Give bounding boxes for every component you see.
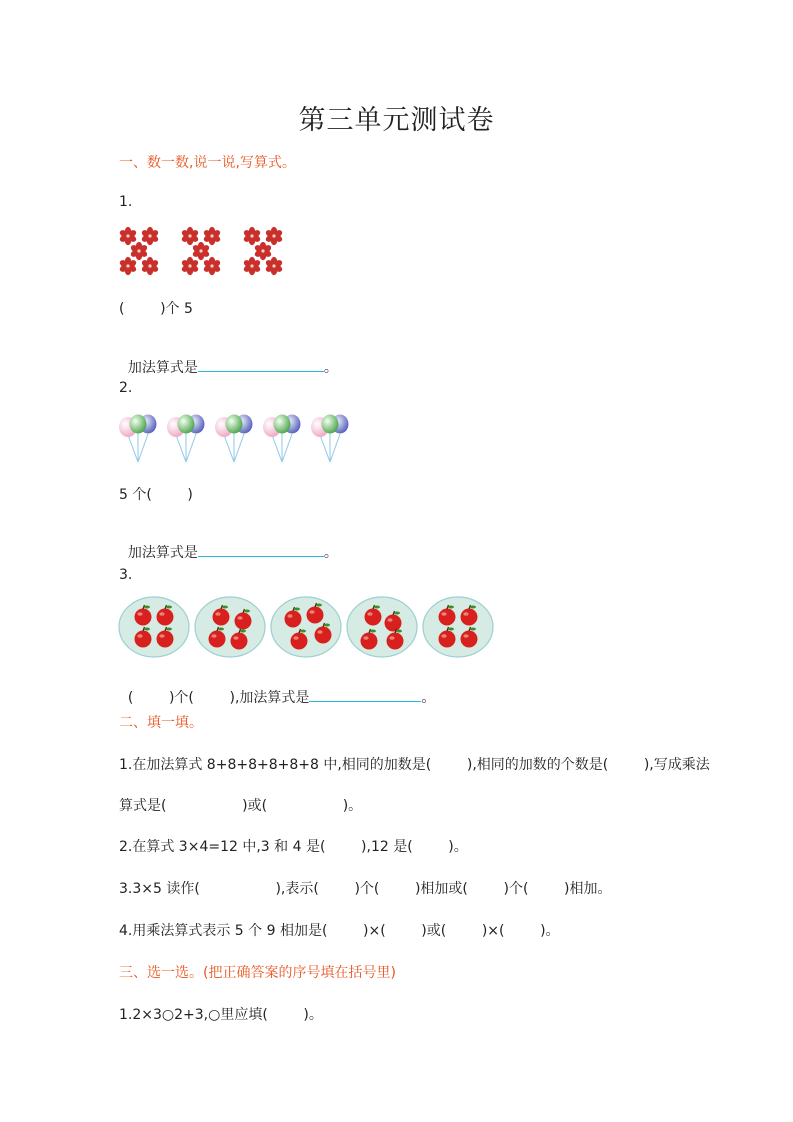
period: 。 — [323, 545, 338, 561]
flower — [203, 257, 222, 275]
period: 。 — [421, 690, 436, 706]
question-1-blank: ( )个 5 — [119, 301, 193, 317]
flower — [181, 227, 200, 245]
flower — [130, 242, 149, 260]
balloon-bunch — [119, 415, 157, 463]
apple-plate — [119, 597, 189, 657]
apple-plate — [271, 597, 341, 657]
flower — [141, 227, 160, 245]
equation-label: 加法算式是 — [127, 545, 198, 561]
fill-question-3: 3.3×5 读作( ),表示( )个( )相加或( )个( )相加。 — [119, 881, 612, 897]
equation-label: 加法算式是 — [127, 360, 198, 376]
equation-label: ( )个( ),加法算式是 — [127, 690, 310, 706]
question-2-blank: 5 个( ) — [119, 487, 193, 503]
answer-blank[interactable] — [198, 542, 324, 557]
fill-question-2: 2.在算式 3×4=12 中,3 和 4 是( ),12 是( )。 — [119, 839, 468, 855]
section-heading-1: 一、数一数,说一说,写算式。 — [119, 155, 296, 171]
balloon-bunch — [215, 415, 253, 463]
balloon-bunch — [263, 415, 301, 463]
fill-question-1a: 1.在加法算式 8+8+8+8+8+8 中,相同的加数是( ),相同的加数的个数是( ),写成乘法 — [119, 757, 710, 773]
flower-icon — [118, 224, 328, 284]
flower — [119, 227, 138, 245]
apple-plate — [347, 597, 417, 657]
question-1-number: 1. — [119, 194, 133, 210]
question-2-equation — [119, 526, 338, 562]
flower — [254, 242, 273, 260]
choice-question-1: 1.2×3○2+3,○里应填( )。 — [119, 1007, 323, 1023]
answer-blank[interactable] — [309, 687, 421, 702]
apple-plate — [195, 597, 265, 657]
question-2-number: 2. — [119, 380, 133, 396]
fill-question-4: 4.用乘法算式表示 5 个 9 相加是( )×( )或( )×( )。 — [119, 923, 560, 939]
flower — [192, 242, 211, 260]
section-heading-3: 三、选一选。(把正确答案的序号填在括号里) — [119, 965, 396, 981]
page-title: 第三单元测试卷 — [298, 105, 495, 136]
flower — [265, 257, 284, 275]
flower — [243, 257, 262, 275]
question-3-equation — [119, 671, 435, 707]
flower — [181, 257, 200, 275]
question-3-number: 3. — [119, 567, 133, 583]
apple-plate-icon — [118, 595, 498, 659]
flower — [141, 257, 160, 275]
balloon-bunch-icon — [118, 410, 358, 466]
flower — [265, 227, 284, 245]
balloon-bunch — [311, 415, 349, 463]
section-heading-2: 二、填一填。 — [119, 715, 203, 731]
question-1-equation — [119, 341, 338, 377]
apple-plate — [423, 597, 493, 657]
balloon-bunch — [167, 415, 205, 463]
flower — [243, 227, 262, 245]
flower — [203, 227, 222, 245]
answer-blank[interactable] — [198, 357, 324, 372]
period: 。 — [323, 360, 338, 376]
fill-question-1b: 算式是( )或( )。 — [119, 798, 363, 814]
flower — [119, 257, 138, 275]
